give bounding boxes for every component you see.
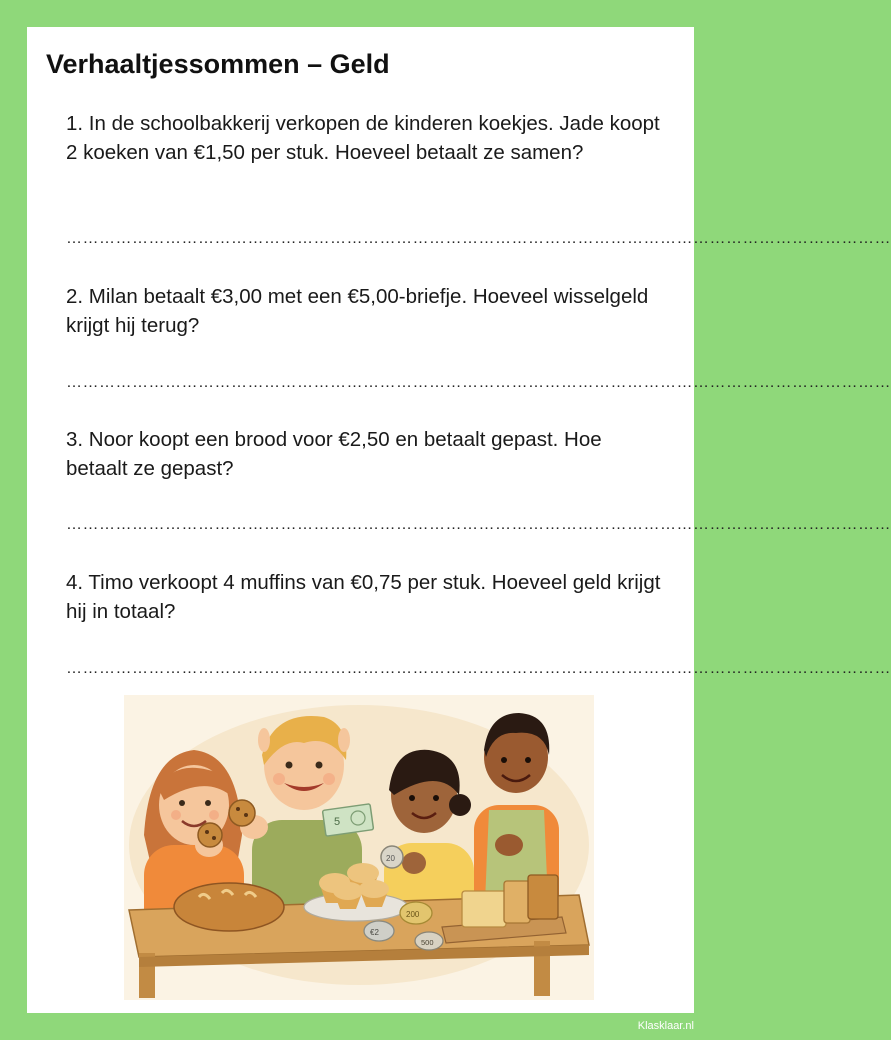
answer-line-4: …………………………………………………………………………………………………………………………………… bbox=[66, 660, 891, 677]
coin-icon bbox=[381, 846, 403, 868]
bakery-illustration bbox=[124, 695, 594, 1000]
coin-icon bbox=[415, 932, 443, 950]
coin-icon bbox=[400, 902, 432, 924]
banknote-label: 5 bbox=[334, 816, 341, 828]
answer-line-1: …………………………………………………………………………………………………………………………………… bbox=[66, 230, 891, 247]
answer-line-3: …………………………………………………………………………………………………………………………………… bbox=[66, 516, 891, 533]
question-3: 3. Noor koopt een brood voor €2,50 en betaalt gepast. Hoe betaalt ze gepast? bbox=[66, 428, 602, 480]
coin-label-2: 200 bbox=[406, 910, 420, 919]
question-2: 2. Milan betaalt €3,00 met een €5,00-briefje. Hoeveel wisselgeld krijgt hij terug? bbox=[66, 285, 649, 337]
page-title: Verhaaltjessommen – Geld bbox=[46, 49, 390, 79]
banknote-icon bbox=[322, 804, 373, 836]
footer-credit: Klasklaar.nl bbox=[637, 1020, 694, 1032]
coin-label-3: €2 bbox=[370, 928, 379, 937]
question-4: 4. Timo verkoopt 4 muffins van €0,75 per stuk. Hoeveel geld krijgt hij in totaal? bbox=[66, 571, 661, 623]
bread-icon bbox=[174, 883, 284, 931]
question-1: 1. In de schoolbakkerij verkopen de kinderen koekjes. Jade koopt 2 koeken van €1,50 per stuk. Hoeveel betaalt ze samen? bbox=[66, 112, 660, 164]
coin-label-1: 20 bbox=[386, 854, 395, 863]
worksheet bbox=[27, 27, 891, 1013]
answer-line-2: …………………………………………………………………………………………………………………………………… bbox=[66, 374, 891, 391]
coin-label-4: 500 bbox=[421, 938, 434, 947]
coin-icon bbox=[364, 921, 394, 941]
